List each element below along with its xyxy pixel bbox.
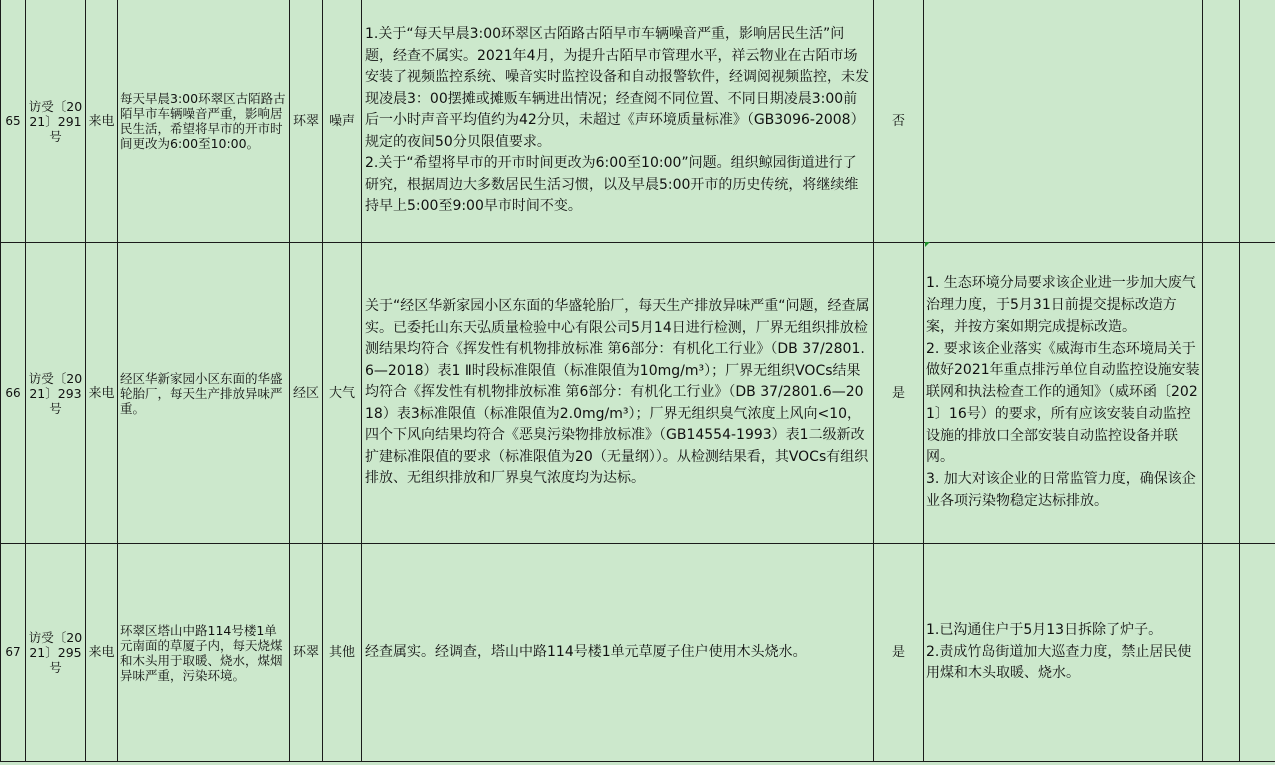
findings-paragraph: 2.关于“希望将早市的开市时间更改为6:00至10:00”问题。组织鲸园街道进行了研究，根据周边大多数居民生活习惯，以及早晨5:00开市的历史传统，将继续维持早上5:00至9:00早市时间不变。 <box>365 155 859 215</box>
source: 来电 <box>86 0 118 243</box>
empty-cell <box>1240 544 1275 762</box>
verified-status: 是 <box>874 544 924 762</box>
source: 来电 <box>86 544 118 762</box>
empty-cell <box>1203 243 1240 544</box>
complaint-text: 每天早晨3:00环翠区古陌路古陌早市车辆噪音严重，影响居民生活，希望将早市的开市时间更改为6:00至10:00。 <box>118 0 290 243</box>
complaint-text: 环翠区塔山中路114号楼1单元南面的草厦子内，每天烧煤和木头用于取暖、烧水，煤烟异味严重，污染环境。 <box>118 544 290 762</box>
verified-status: 否 <box>874 0 924 243</box>
row-number: 65 <box>1 0 26 243</box>
district: 环翠 <box>290 0 323 243</box>
actions-cell <box>924 544 1203 762</box>
case-id: 访受〔2021〕293号 <box>26 243 86 544</box>
action-item: 1. 生态环境分局要求该企业进一步加大废气治理力度，于5月31日前提交提标改造方案，并按方案如期完成提标改造。 <box>926 275 1196 335</box>
verified-status: 是 <box>874 243 924 544</box>
row-number: 66 <box>1 243 26 544</box>
category: 噪声 <box>323 0 362 243</box>
findings-cell <box>362 243 874 544</box>
category: 其他 <box>323 544 362 762</box>
row-number: 67 <box>1 544 26 762</box>
action-item: 2. 要求该企业落实《威海市生态环境局关于做好2021年重点排污单位自动监控设施安装联网和执法检查工作的通知》（威环函〔2021〕16号）的要求，所有应该安装自动监控设施的排放口全部安装自动监控设备并联网。 <box>926 340 1200 466</box>
table-row <box>1 0 1275 243</box>
findings-paragraph: 1.关于“每天早晨3:00环翠区古陌路古陌早市车辆噪音严重，影响居民生活”问题，经查不属实。2021年4月，为提升古陌早市管理水平，祥云物业在古陌市场安装了视频监控系统、噪音实时监控设备和自动报警软件，经调阅视频监控，未发现凌晨3：00摆摊或摊贩车辆进出情况；经查阅不同位置、不同日期凌晨3:00前后一小时声音平均值约为42分贝，未超过《声环境质量标准》（GB3096-2008）规定的夜间50分贝限值要求。 <box>365 26 869 150</box>
findings-paragraph: 关于“经区华新家园小区东面的华盛轮胎厂，每天生产排放异味严重“问题，经查属实。已委托山东天弘质量检验中心有限公司5月14日进行检测，厂界无组织排放检测结果均符合《挥发性有机物排放标准 第6部分：有机化工行业》（DB 37/2801.6—2018）表1 Ⅱ时段标准限值（标准限值为10mg/m³）；厂界无组织VOCs结果均符合《挥发性有机物排放标准 第6部分：有机化工行业》（DB 37/2801.6—2018）表3标准限值（标准限值为2.0mg/m³）；厂界无组织臭气浓度上风向<10，四个下风向结果均符合《恶臭污染物排放标准》（GB14554-1993）表1二级新改扩建标准限值的要求（标准限值为20（无量纲））。从检测结果看，其VOCs有组织排放、无组织排放和厂界臭气浓度均为达标。 <box>365 298 870 487</box>
empty-cell <box>1240 243 1275 544</box>
category: 大气 <box>323 243 362 544</box>
source: 来电 <box>86 243 118 544</box>
cell-comment-marker <box>925 242 930 247</box>
actions-cell <box>924 0 1203 243</box>
complaint-text: 经区华新家园小区东面的华盛轮胎厂，每天生产排放异味严重。 <box>118 243 290 544</box>
district: 经区 <box>290 243 323 544</box>
table-row <box>1 544 1275 762</box>
empty-cell <box>1203 0 1240 243</box>
findings-cell <box>362 0 874 243</box>
case-id: 访受〔2021〕291号 <box>26 0 86 243</box>
action-item: 2.责成竹岛街道加大巡查力度，禁止居民使用煤和木头取暖、烧水。 <box>926 643 1192 682</box>
empty-cell <box>1203 544 1240 762</box>
case-id: 访受〔2021〕295号 <box>26 544 86 762</box>
action-item: 1.已沟通住户于5月13日拆除了炉子。 <box>926 621 1163 638</box>
actions-cell <box>924 243 1203 544</box>
district: 环翠 <box>290 544 323 762</box>
empty-cell <box>1240 0 1275 243</box>
findings-cell <box>362 544 874 762</box>
action-item: 3. 加大对该企业的日常监管力度，确保该企业各项污染物稳定达标排放。 <box>926 471 1196 510</box>
table-row <box>1 243 1275 544</box>
findings-paragraph: 经查属实。经调查，塔山中路114号楼1单元草厦子住户使用木头烧水。 <box>365 643 807 660</box>
